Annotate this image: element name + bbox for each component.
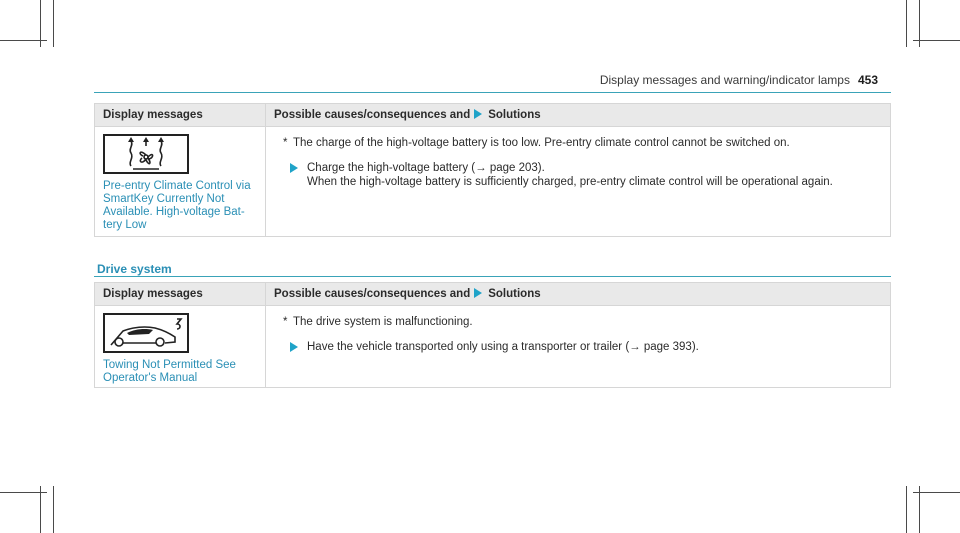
solution-step: Have the vehicle transported only using a transporter or trailer (→ page 393). [307, 340, 889, 354]
crop-mark [913, 40, 960, 41]
solution-arrow-icon [474, 288, 482, 298]
towing-car-icon [103, 313, 189, 353]
crop-mark [906, 0, 907, 47]
cause-text: * The drive system is malfunctioning. [283, 316, 473, 328]
page-link[interactable]: page 203). [486, 162, 545, 174]
page-number: 453 [857, 73, 878, 87]
display-message-cell [95, 127, 266, 237]
pre-entry-climate-icon [103, 134, 189, 174]
message-text: Pre-entry Climate Control via SmartKey Currently Not Available. High-voltage Bat-tery Low [103, 180, 251, 231]
cause-text: * The charge of the high-voltage battery is too low. Pre-entry climate control cannot be switched on. [283, 137, 790, 149]
display-message-cell [95, 306, 266, 388]
page-link[interactable]: page 393). [640, 341, 699, 353]
header-rule [94, 92, 891, 93]
crop-mark [0, 40, 47, 41]
crop-mark [53, 0, 54, 47]
running-head [600, 73, 878, 87]
crop-mark [906, 486, 907, 533]
running-head-title: Display messages and warning/indicator lamps [599, 73, 850, 87]
header-display-messages: Display messages [95, 104, 266, 127]
crop-mark [919, 486, 920, 533]
header-display-messages: Display messages [95, 283, 266, 306]
page-ref-arrow-icon: → [475, 162, 487, 174]
solution-note: When the high-voltage battery is sufficiently charged, pre-entry climate control will be operational again. [307, 176, 833, 188]
solution-step: Charge the high-voltage battery (→ page 203). [307, 161, 889, 175]
step-arrow-icon [290, 163, 298, 173]
section-title: Drive system [97, 262, 172, 276]
solution-arrow-icon [474, 109, 482, 119]
section-rule [94, 276, 891, 277]
causes-solutions-cell [266, 127, 891, 237]
header-causes-solutions: Possible causes/consequences and Solutions [266, 104, 891, 127]
causes-solutions-cell [266, 306, 891, 388]
crop-mark [0, 492, 47, 493]
message-table-climate [94, 103, 891, 237]
step-arrow-icon [290, 342, 298, 352]
header-causes-solutions: Possible causes/consequences and Solutions [266, 283, 891, 306]
crop-mark [913, 492, 960, 493]
crop-mark [53, 486, 54, 533]
message-text: Towing Not Permitted See Operator's Manual [103, 359, 236, 384]
crop-mark [40, 486, 41, 533]
page-ref-arrow-icon: → [629, 341, 641, 353]
message-table-drive [94, 282, 891, 388]
